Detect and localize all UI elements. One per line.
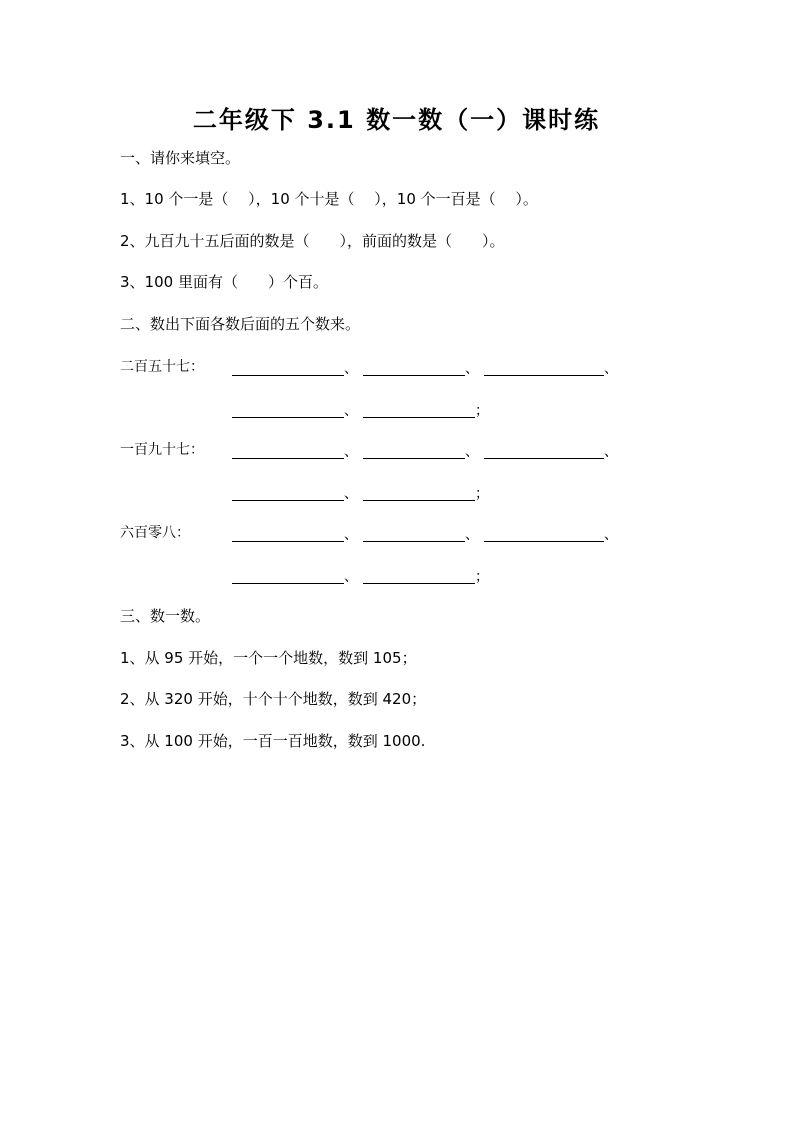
section2-heading: 二、数出下面各数后面的五个数来。 — [120, 315, 361, 333]
counting-item-label: 二百五十七： — [120, 359, 204, 375]
comma-separator: 、 — [344, 486, 358, 502]
comma-separator: 、 — [344, 403, 358, 419]
comma-separator: 、 — [465, 444, 479, 460]
section3-heading: 三、数一数。 — [120, 607, 211, 625]
counting-item-label: 六百零八： — [120, 525, 190, 541]
answer-blank[interactable] — [363, 541, 465, 542]
answer-blank[interactable] — [484, 458, 604, 459]
section1-question-3: 3、100 里面有（ ）个百。 — [120, 273, 328, 291]
answer-blank[interactable] — [232, 375, 344, 376]
comma-separator: 、 — [604, 527, 618, 543]
semicolon-separator: ； — [475, 486, 489, 502]
answer-blank[interactable] — [363, 583, 475, 584]
page-title: 二年级下 3.1 数一数（一）课时练 — [192, 106, 601, 134]
comma-separator: 、 — [344, 527, 358, 543]
answer-blank[interactable] — [484, 541, 604, 542]
answer-blank[interactable] — [232, 458, 344, 459]
comma-separator: 、 — [604, 361, 618, 377]
section1-question-1: 1、10 个一是（ ），10 个十是（ ），10 个一百是（ ）。 — [120, 190, 538, 208]
section1-heading: 一、请你来填空。 — [120, 149, 241, 167]
comma-separator: 、 — [465, 361, 479, 377]
answer-blank[interactable] — [484, 375, 604, 376]
section3-question-2: 2、从 320 开始，十个十个地数，数到 420； — [120, 690, 427, 708]
answer-blank[interactable] — [232, 541, 344, 542]
section3-question-3: 3、从 100 开始，一百一百地数，数到 1000. — [120, 732, 426, 750]
section3-question-1: 1、从 95 开始，一个一个地数，数到 105； — [120, 649, 417, 667]
comma-separator: 、 — [465, 527, 479, 543]
semicolon-separator: ； — [475, 403, 489, 419]
answer-blank[interactable] — [363, 417, 475, 418]
comma-separator: 、 — [344, 569, 358, 585]
comma-separator: 、 — [604, 444, 618, 460]
comma-separator: 、 — [344, 444, 358, 460]
semicolon-separator: ； — [475, 569, 489, 585]
answer-blank[interactable] — [363, 375, 465, 376]
comma-separator: 、 — [344, 361, 358, 377]
answer-blank[interactable] — [232, 417, 344, 418]
section1-question-2: 2、九百九十五后面的数是（ ），前面的数是（ ）。 — [120, 232, 505, 250]
answer-blank[interactable] — [232, 583, 344, 584]
answer-blank[interactable] — [363, 500, 475, 501]
counting-item-label: 一百九十七： — [120, 442, 204, 458]
answer-blank[interactable] — [232, 500, 344, 501]
answer-blank[interactable] — [363, 458, 465, 459]
